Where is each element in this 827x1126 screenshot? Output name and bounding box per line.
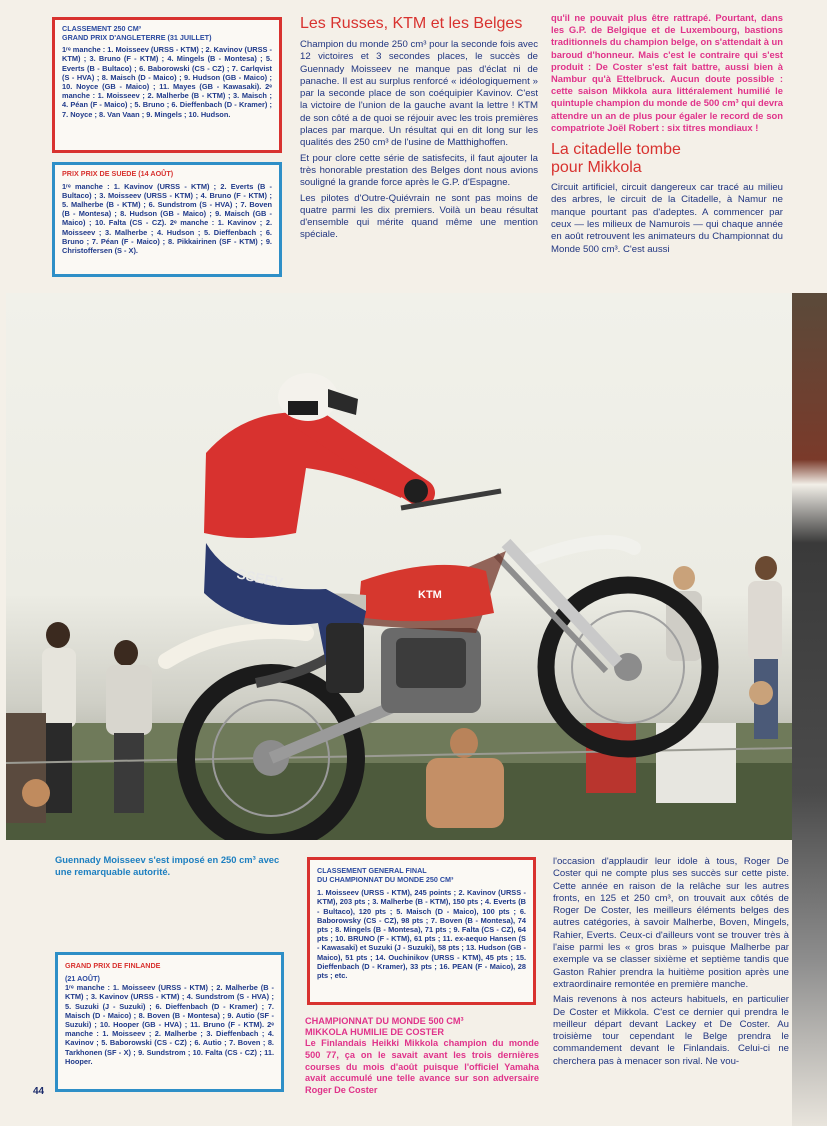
article-russes: [300, 15, 538, 245]
box-fi-subtitle: (21 AOÛT): [65, 973, 100, 983]
box-fi-text: 1ʳᵉ manche : 1. Moisseev (URSS - KTM) ; 2. Malherbe (B - KTM) ; 3. Kavinov (URSS - KTM) ; 4. Sundstrom (S - HVA) ; 5. Suzuki (J - Suzuki) ; 6. Dieffenbach (D - Kramer) ; 7. Maisch (D - Maico) ; 8. Boven (B - Montesa) ; 9. Autio (SF - Suzuki) ; 10. Hooper (GB - HVA) ; 11. Bruno (F - KTM). 2ᵉ manche : 1. Moisseev ; 2. Malherbe ; 3. Dieffenbach ; 4. Kavinov ; 5. Baborowski (CS - CZ) ; 6. Autio ; 7. Boven ; 8. Tarkhonen (SF - X) ; 9. Sundstrom ; 10. Falta (CS - CZ) ; 11. Hooper.: [65, 983, 274, 1066]
box-gb-text: 1ʳᵉ manche : 1. Moisseev (URSS - KTM) ; 2. Kavinov (URSS - KTM) ; 3. Bruno (F - KTM) ; 4. Mingels (B - Montesa) ; 5. Everts (B - Bultaco) ; 6. Baborowski (CS - CZ) ; 7. Carlqvist (S - HVA) ; 8. Maisch (D - Maico) ; 9. Hudson (GB - Maico) ; 10. Noyce (GB - Maico) ; 11. Mayes (GB - Kawasaki). 2ᵉ manche : 1. Moisseev ; 2. Malherbe (B - KTM) ; 3. Maisch ; 4. Péan (F - Maico) ; 5. Bruno ; 6. Dieffenbach (D - Kramer) ; 7. Noyce ; 8. Van Vaan ; 9. Mingels ; 10. Hudson.: [62, 45, 272, 119]
results-box-se: [52, 162, 282, 277]
motocross-photo: [6, 293, 792, 840]
suit-lettering: SSEEV: [235, 565, 285, 591]
article-citadelle-intro: qu'il ne pouvait plus être rattrapé. Pourtant, dans les G.P. de Belgique et de Luxembourg, bastions traditionnels du champion belge, on s'attendait à un baroud d'honneur. Mais c'est le contraire qui s'est produit : De Coster s'est fait battre, aussi bien à Nambur qu'à Ettelbruck. Aucun doute possible : cette saison Mikkola aura littéralement humilié le quintuple champion du monde de 500 cm³ qui devra attendre un an de plus pour égaler le record de son compatriote Joël Robert : six titres mondiaux !: [551, 12, 783, 133]
article-500cc: [305, 1016, 539, 1097]
box-final-title: CLASSEMENT GENERAL FINAL: [317, 866, 427, 875]
article-russes-p2: Et pour clore cette série de satisfecits, il faut ajouter la très honorable prestation des Belges dont nous avions souligné la grande force après le G.P. d'Espagne.: [300, 152, 538, 189]
article-500cc-text: Le Finlandais Heikki Mikkola champion du monde 500 77, ça on le savait avant les trois dernières courses du mois d'août puisque l'officiel Yamaha avait accumulé une telle avance sur son adversaire Roger De Coster: [305, 1038, 539, 1096]
bike-brand-logo: KTM: [418, 589, 442, 601]
article-decoster: [553, 856, 789, 1071]
results-box-gb: [52, 17, 282, 153]
box-fi-title: GRAND PRIX DE FINLANDE: [65, 961, 161, 970]
article-500cc-heading2: MIKKOLA HUMILIE DE COSTER: [305, 1027, 445, 1037]
box-se-title: PRIX PRIX DE SUEDE (14 AOÛT): [62, 169, 174, 178]
article-citadelle-heading: La citadelle tombe pour Mikkola: [551, 141, 681, 177]
article-citadelle: [551, 12, 783, 256]
article-russes-p1: Champion du monde 250 cm³ pour la seconde fois avec 12 victoires et 3 secondes places, le succès de Guennady Moisseev ne manque pas d'éclat ni de panache. Il est au surplus renforcé « idéologiquement » par la seconde place de son coéquipier Kavinov. C'est la victoire de l'union de la gauche avant la lettre ! KTM de son côté a de quoi se réjouir avec les trois premières places par marque. Un résultat qui en dit long sur les qualités des 250 cm³ de l'usine de Matthighoffen.: [300, 39, 538, 149]
box-gb-title: CLASSEMENT 250 CM³: [62, 24, 142, 33]
box-se-text: 1ʳᵉ manche : 1. Kavinov (URSS - KTM) ; 2. Everts (B - Bultaco) ; 3. Moisseev (URSS - KTM) ; 4. Bruno (F - KTM) ; 5. Malherbe (B - KTM) ; 6. Sundstrom (S - HVA) ; 7. Boven (B - Montesa) ; 8. Hudson (GB - Maico) ; 9. Maisch (GB - Maico) ; 10. Falta (CS - CZ). 2ᵉ manche : 1. Kavinov ; 2. Moisseev ; 3. Malherbe ; 4. Hudson ; 5. Dieffenbach ; 6. Bruno ; 7. Péan (F - Maico) ; 8. Pikkairinen (SF - KTM) ; 9. Christoffersen (S - X).: [62, 181, 272, 256]
box-gb-subtitle: GRAND PRIX D'ANGLETERRE (31 JUILLET): [62, 32, 212, 42]
box-final-subtitle: DU CHAMPIONNAT DU MONDE 250 CM³: [317, 874, 454, 884]
box-final-text: 1. Moisseev (URSS - KTM), 245 points ; 2. Kavinov (URSS - KTM), 203 pts ; 3. Malherbe (B - KTM), 150 pts ; 4. Everts (B - Bultaco), 120 pts ; 5. Maisch (D - Maico), 100 pts ; 6. Baborowsky (CS - CZ), 98 pts ; 7. Boven (B - Montesa), 74 pts ; 8. Mingels (B - Montesa), 71 pts ; 9. Falta (CS - CZ), 64 pts ; 10. BRUNO (F - KTM), 61 pts ; 11. ex-aequo Hansen (S - Kawasaki) et Suzuki (J - Suzuki), 58 pts ; 13. Hudson (GB - Maico), 51 pts ; 14. Ouchinikov (URSS - KTM), 45 pts ; 15. Dieffenbach (D - Kramer), 33 pts ; 16. PEAN (F - Maico), 28 pts ; etc.: [317, 888, 526, 981]
article-500cc-heading1: CHAMPIONNAT DU MONDE 500 CM³: [305, 1016, 464, 1026]
article-russes-p3: Les pilotes d'Outre-Quiévrain ne sont pas moins de quatre parmi les dix premiers. Voilà un beau résultat d'ensemble qui mérite quand même une mention spéciale.: [300, 192, 538, 241]
adjacent-page-edge: [792, 293, 827, 1126]
results-box-fi: [55, 952, 284, 1092]
page-number: 44: [33, 1086, 45, 1097]
article-citadelle-p1: Circuit artificiel, circuit dangereux car tracé au milieu des arbres, le circuit de la Citadelle, à Namur ne manque pourtant pas d'adeptes. A commencer par ceux — les milieux de Namurois — qui chaque année en août retrouvent les animateurs du Championnat du Monde 500 cm³. C'est aussi: [551, 182, 783, 255]
motocross-illustration: [6, 293, 792, 840]
photo-caption: Guennady Moisseev s'est imposé en 250 cm³ avec une remarquable autorité.: [55, 854, 280, 877]
article-decoster-p2: Mais revenons à nos acteurs habituels, en particulier De Coster et Mikkola. C'est ce dernier qui prendra le meilleur départ devant Lackey et De Coster. Au troisième tour cependant le Belge prendra le commandement devant le Finlandais. Celui-ci ne cherchera pas à menacer son rival. Ne vou-: [553, 994, 789, 1067]
article-decoster-p1: l'occasion d'applaudir leur idole à tous, Roger De Coster qui ne compte plus ses succès sur cette piste. Cette année en raison de la relâche sur les autres fronts, en 125 et 250 cm³, on trouvait aux côtés de Roger De Coster, les meilleurs éléments belges des autres catégories, à savoir Malherbe, Boven, Mingels, Rahier, Everts. Ceux-ci d'ailleurs vont se trouver très à l'aise parmi les « gros bras » puisque Malherbe par exemple va se classer sixième et septième tandis que Gaston Rahier prendra la huitième position après une extraordinaire remontée en première manche.: [553, 856, 789, 990]
article-russes-heading: Les Russes, KTM et les Belges: [300, 15, 523, 32]
results-box-final: [307, 857, 536, 1005]
